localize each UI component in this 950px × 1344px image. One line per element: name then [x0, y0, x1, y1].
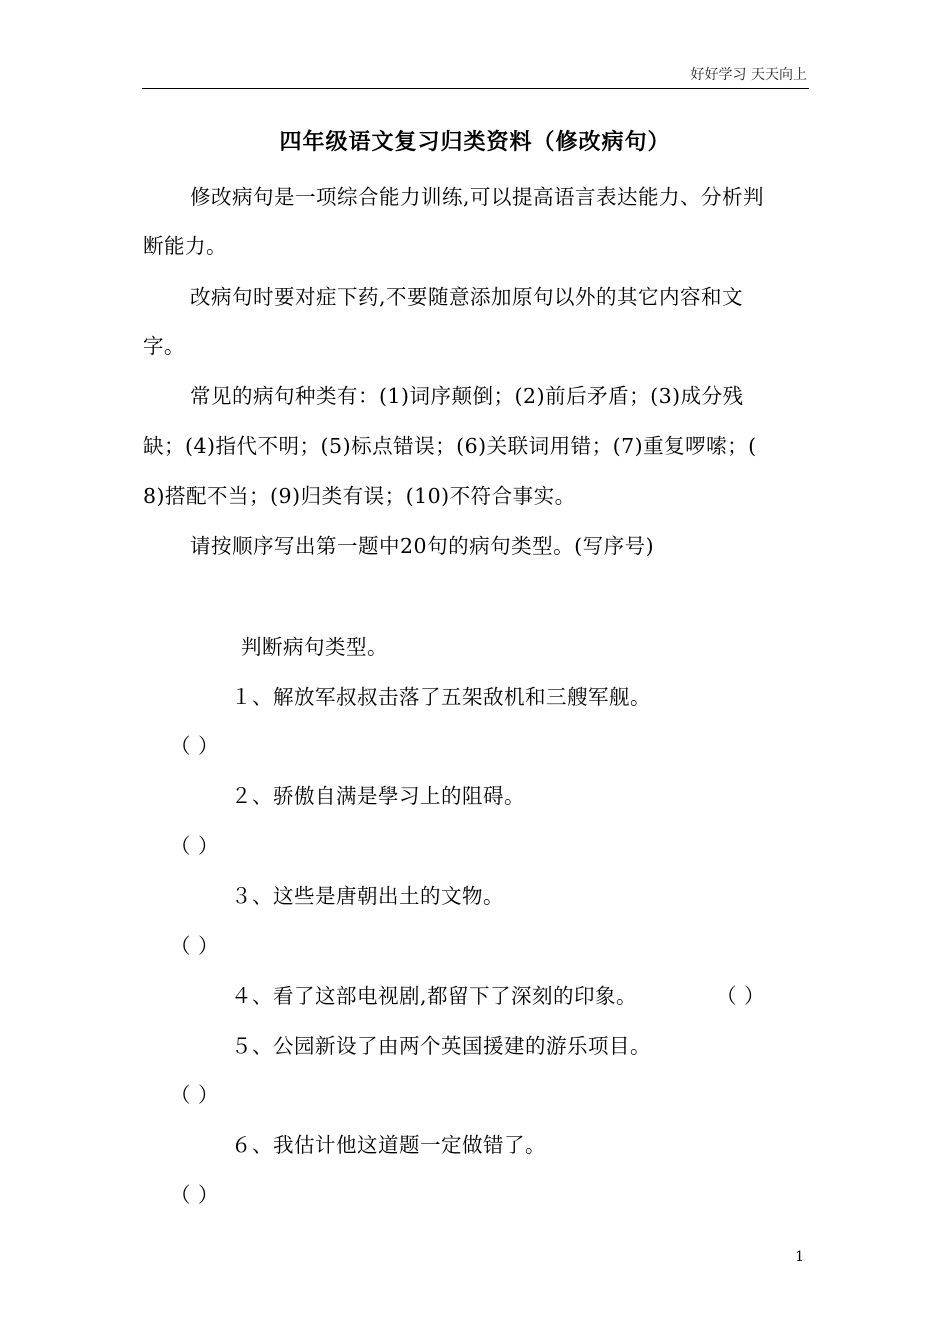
header-divider [142, 88, 809, 89]
section-title: 判断病句类型。 [241, 635, 388, 659]
intro-line: 缺；(4)指代不明；(5)标点错误；(6)关联词用错；(7)重复啰嗦；( [143, 434, 757, 458]
question-item: １、解放军叔叔击落了五架敌机和三艘军舰。 [231, 685, 651, 709]
intro-line: 8)搭配不当；(9)归类有误；(10)不符合事实。 [143, 484, 576, 508]
question-item: ５、公园新设了由两个英国援建的游乐项目。 [231, 1034, 651, 1058]
header-tagline: 好好学习 天天向上 [690, 67, 807, 83]
intro-line: 常见的病句种类有：(1)词序颠倒；(2)前后矛盾；(3)成分残 [190, 384, 744, 408]
intro-line: 字。 [143, 334, 185, 358]
answer-blank[interactable]: （ ） [170, 1083, 220, 1107]
answer-blank[interactable]: （ ） [170, 1183, 220, 1207]
page-number: 1 [795, 1249, 804, 1265]
question-item: ２、骄傲自满是學习上的阻碍。 [231, 784, 525, 808]
answer-blank[interactable]: （ ） [170, 934, 220, 958]
answer-blank[interactable]: （ ） [170, 734, 220, 758]
question-item: ３、这些是唐朝出土的文物。 [231, 884, 504, 908]
intro-line: 断能力。 [143, 234, 227, 258]
intro-line: 修改病句是一项综合能力训练,可以提高语言表达能力、分析判 [190, 185, 765, 209]
intro-line: 请按顺序写出第一题中20句的病句类型。(写序号) [190, 534, 655, 558]
answer-blank[interactable]: （ ） [170, 834, 220, 858]
question-item: ４、看了这部电视剧,都留下了深刻的印象。 [231, 984, 638, 1008]
answer-blank[interactable]: （ ） [716, 984, 766, 1008]
question-item: ６、我估计他这道题一定做错了。 [231, 1133, 546, 1157]
page-title: 四年级语文复习归类资料（修改病句） [279, 129, 671, 155]
intro-line: 改病句时要对症下药,不要随意添加原句以外的其它内容和文 [190, 285, 744, 309]
